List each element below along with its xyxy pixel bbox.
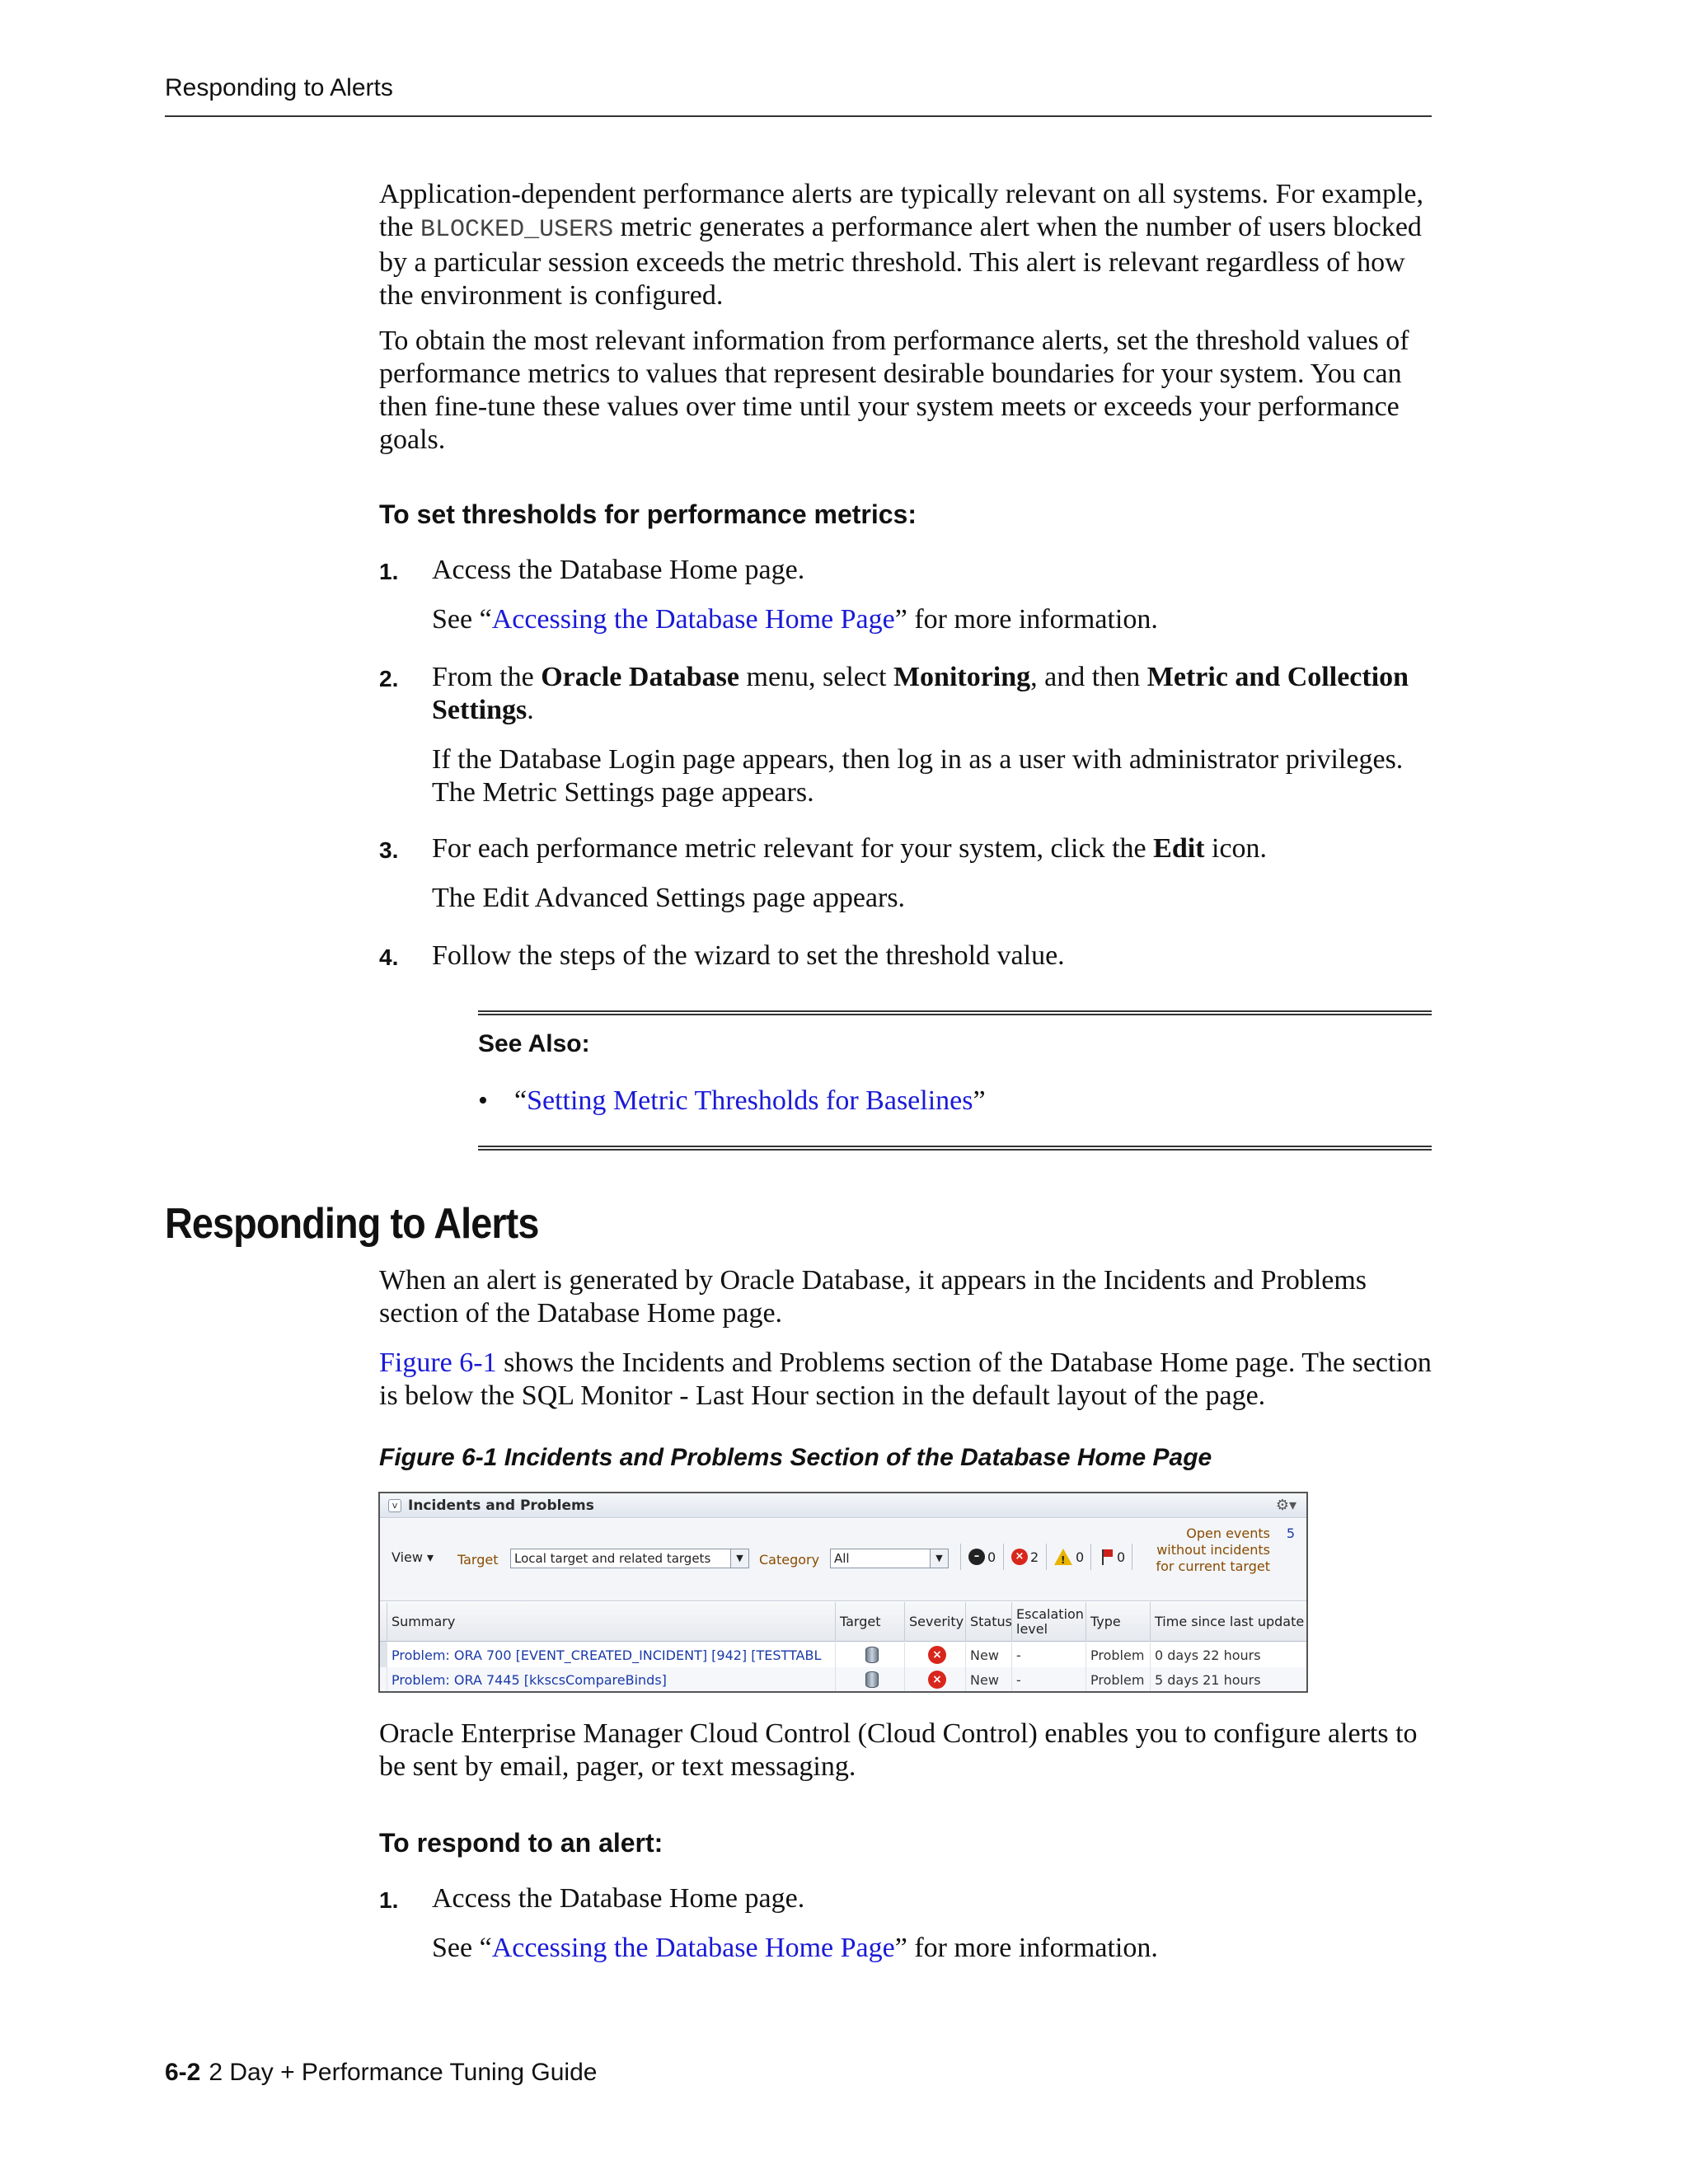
toolbar-divider	[1046, 1544, 1047, 1570]
step-substep: If the Database Login page appears, then log in as a user with administrator privileges. The Metric Settings page appears.	[432, 744, 1404, 808]
category-label: Category	[759, 1552, 820, 1568]
column-target[interactable]: Target	[835, 1602, 924, 1642]
page-number: 6-2	[165, 2059, 201, 2086]
menu-metric-collection-settings: Metric and Collection Settings	[432, 662, 1409, 725]
gear-icon[interactable]: ⚙▾	[1275, 1497, 1296, 1514]
edit-keyword: Edit	[1153, 833, 1205, 864]
row-summary-link[interactable]: Problem: ORA 7445 [kkscsCompareBinds]	[387, 1667, 835, 1692]
fatal-icon: –	[968, 1549, 985, 1565]
database-icon	[865, 1671, 879, 1688]
link-figure-6-1[interactable]: Figure 6-1	[379, 1347, 497, 1378]
step-text	[432, 661, 1421, 727]
toolbar-divider	[1090, 1544, 1091, 1570]
step-text: Follow the steps of the wizard to set the threshold value.	[432, 940, 1065, 971]
category-select[interactable]	[830, 1549, 949, 1568]
menu-monitoring: Monitoring	[893, 662, 1031, 692]
section-title: Responding to Alerts	[165, 1200, 539, 1248]
step2-text-e: , and then	[1030, 662, 1147, 692]
incidents-problems-figure	[378, 1492, 1308, 1693]
section-paragraph-3	[379, 1718, 1434, 1783]
row-status: New	[965, 1667, 1011, 1692]
column-status[interactable]: Status	[965, 1602, 1011, 1642]
step2-text-a: From the	[432, 662, 542, 692]
intro-paragraph-1	[379, 178, 1434, 312]
step-substep: The Edit Advanced Settings page appears.	[432, 883, 906, 913]
row-escalation: -	[1011, 1643, 1085, 1667]
open-events-label: Open events without incidents for current target	[1156, 1526, 1270, 1574]
row-escalation: -	[1011, 1667, 1085, 1692]
open-events-count[interactable]: 5	[1286, 1526, 1295, 1541]
procedure-title-thresholds: To set thresholds for performance metrics:	[379, 499, 917, 529]
intro-text-b: metric generates a performance alert when the number of users blocked by a particular session exceeds the metric threshold. This alert is relevant regardless of how the environment is configured.	[379, 212, 1422, 311]
column-severity[interactable]: Severity	[904, 1602, 965, 1642]
filter-toolbar	[380, 1519, 1306, 1601]
intro-paragraph-2-text: To obtain the most relevant information from performance alerts, set the threshold values of performance metrics to values that represent desirable boundaries for your system. You can then fine-tune these values over time until your system meets or exceeds your performance goals.	[379, 326, 1409, 455]
row-time: 0 days 22 hours	[1150, 1643, 1308, 1667]
step-number: 1.	[379, 1887, 399, 1913]
warning-count-value: 0	[1076, 1549, 1085, 1565]
quote-close: ”	[973, 1085, 986, 1116]
step-see-also	[432, 1932, 1421, 1965]
warning-icon	[1054, 1549, 1072, 1565]
step2-text-g: .	[527, 695, 534, 725]
target-label: Target	[457, 1552, 499, 1568]
step-see-also	[432, 603, 1421, 636]
step-number: 2.	[379, 666, 399, 691]
see-prefix: See “	[432, 604, 492, 635]
flag-icon	[1100, 1549, 1114, 1565]
step-text	[432, 832, 1421, 865]
warning-count[interactable]	[1054, 1549, 1084, 1565]
step3-text-c: icon.	[1204, 833, 1268, 864]
section-paragraph-3-text: Oracle Enterprise Manager Cloud Control (Cloud Control) enables you to configure alerts to be sent by email, pager, or text messaging.	[379, 1718, 1418, 1782]
critical-icon: ×	[928, 1671, 946, 1689]
bullet: •	[478, 1085, 488, 1116]
region-header	[380, 1493, 1306, 1518]
collapse-icon[interactable]: v	[388, 1499, 401, 1512]
section-paragraph-1-text: When an alert is generated by Oracle Database, it appears in the Incidents and Problems section of the Database Home page.	[379, 1265, 1367, 1329]
category-select-value: All	[834, 1551, 850, 1566]
column-escalation[interactable]: Escalation level	[1011, 1602, 1085, 1642]
figure-caption: Figure 6-1 Incidents and Problems Section of the Database Home Page	[379, 1444, 1212, 1471]
chevron-down-icon: ▼	[930, 1549, 948, 1568]
link-metric-thresholds-baselines[interactable]: Setting Metric Thresholds for Baselines	[527, 1085, 973, 1116]
column-type[interactable]: Type	[1085, 1602, 1150, 1642]
section-paragraph-2	[379, 1347, 1434, 1413]
toolbar-divider	[960, 1544, 961, 1570]
header-rule	[165, 115, 1432, 117]
row-type: Problem	[1085, 1667, 1150, 1692]
see-suffix: ” for more information.	[894, 604, 1158, 635]
procedure-title-respond: To respond to an alert:	[379, 1828, 663, 1858]
see-also-rule-bottom	[478, 1146, 1432, 1151]
escalated-count[interactable]	[1100, 1549, 1125, 1565]
row-severity	[904, 1667, 965, 1692]
step-number: 4.	[379, 944, 399, 970]
page-footer	[165, 2059, 597, 2087]
see-also-title: See Also:	[478, 1030, 590, 1057]
step3-text-a: For each performance metric relevant for your system, click the	[432, 833, 1154, 864]
row-severity	[904, 1643, 965, 1667]
column-time-since-update[interactable]: Time since last update	[1150, 1602, 1308, 1642]
menu-oracle-database: Oracle Database	[541, 662, 739, 692]
view-menu[interactable]: View ▾	[392, 1549, 434, 1565]
intro-text-a: Application-dependent performance alerts are typically relevant on all systems. For example, the	[379, 179, 1423, 242]
see-also-item	[478, 1085, 986, 1118]
section-paragraph-2-text: shows the Incidents and Problems section of the Database Home page. The section is below the SQL Monitor - Last Hour section in the default layout of the page.	[379, 1347, 1432, 1411]
database-icon	[865, 1647, 879, 1663]
see-prefix: See “	[432, 1933, 492, 1963]
section-paragraph-1	[379, 1264, 1434, 1330]
critical-icon: ×	[928, 1646, 946, 1664]
step-number: 1.	[379, 559, 399, 584]
step-text: Access the Database Home page.	[432, 1883, 805, 1914]
link-accessing-home-page[interactable]: Accessing the Database Home Page	[491, 604, 895, 635]
step2-text-c: menu, select	[739, 662, 893, 692]
row-target	[835, 1643, 904, 1667]
metric-code: BLOCKED_USERS	[420, 216, 614, 244]
running-head: Responding to Alerts	[165, 74, 393, 101]
row-target	[835, 1667, 904, 1692]
table-header	[380, 1602, 1306, 1642]
link-accessing-home-page[interactable]: Accessing the Database Home Page	[491, 1933, 895, 1963]
row-summary-link[interactable]: Problem: ORA 700 [EVENT_CREATED_INCIDENT] [942] [TESTTABL	[387, 1643, 835, 1667]
row-type: Problem	[1085, 1643, 1150, 1667]
target-select[interactable]	[510, 1549, 749, 1568]
book-title: 2 Day + Performance Tuning Guide	[209, 2059, 598, 2086]
intro-paragraph-2	[379, 325, 1434, 457]
critical-count[interactable]	[1011, 1549, 1039, 1565]
critical-icon: ×	[1011, 1549, 1028, 1565]
warning-glyph: !	[1061, 1554, 1066, 1566]
see-also-rule-top	[478, 1010, 1432, 1015]
region-title: Incidents and Problems	[408, 1497, 594, 1514]
toolbar-divider	[1003, 1544, 1004, 1570]
fatal-count[interactable]	[968, 1549, 996, 1565]
chevron-down-icon: ▼	[730, 1549, 748, 1568]
fatal-count-value: 0	[987, 1549, 996, 1565]
quote-open: “	[514, 1085, 528, 1116]
table-row[interactable]	[380, 1667, 1306, 1692]
row-status: New	[965, 1643, 1011, 1667]
step-number: 3.	[379, 837, 399, 863]
target-select-value: Local target and related targets	[514, 1551, 711, 1566]
table-row[interactable]	[380, 1643, 1306, 1667]
column-summary[interactable]: Summary	[387, 1602, 835, 1642]
step-text: Access the Database Home page.	[432, 555, 805, 585]
see-suffix: ” for more information.	[894, 1933, 1158, 1963]
critical-count-value: 2	[1030, 1549, 1039, 1565]
row-time: 5 days 21 hours	[1150, 1667, 1308, 1692]
escalated-count-value: 0	[1117, 1549, 1126, 1565]
